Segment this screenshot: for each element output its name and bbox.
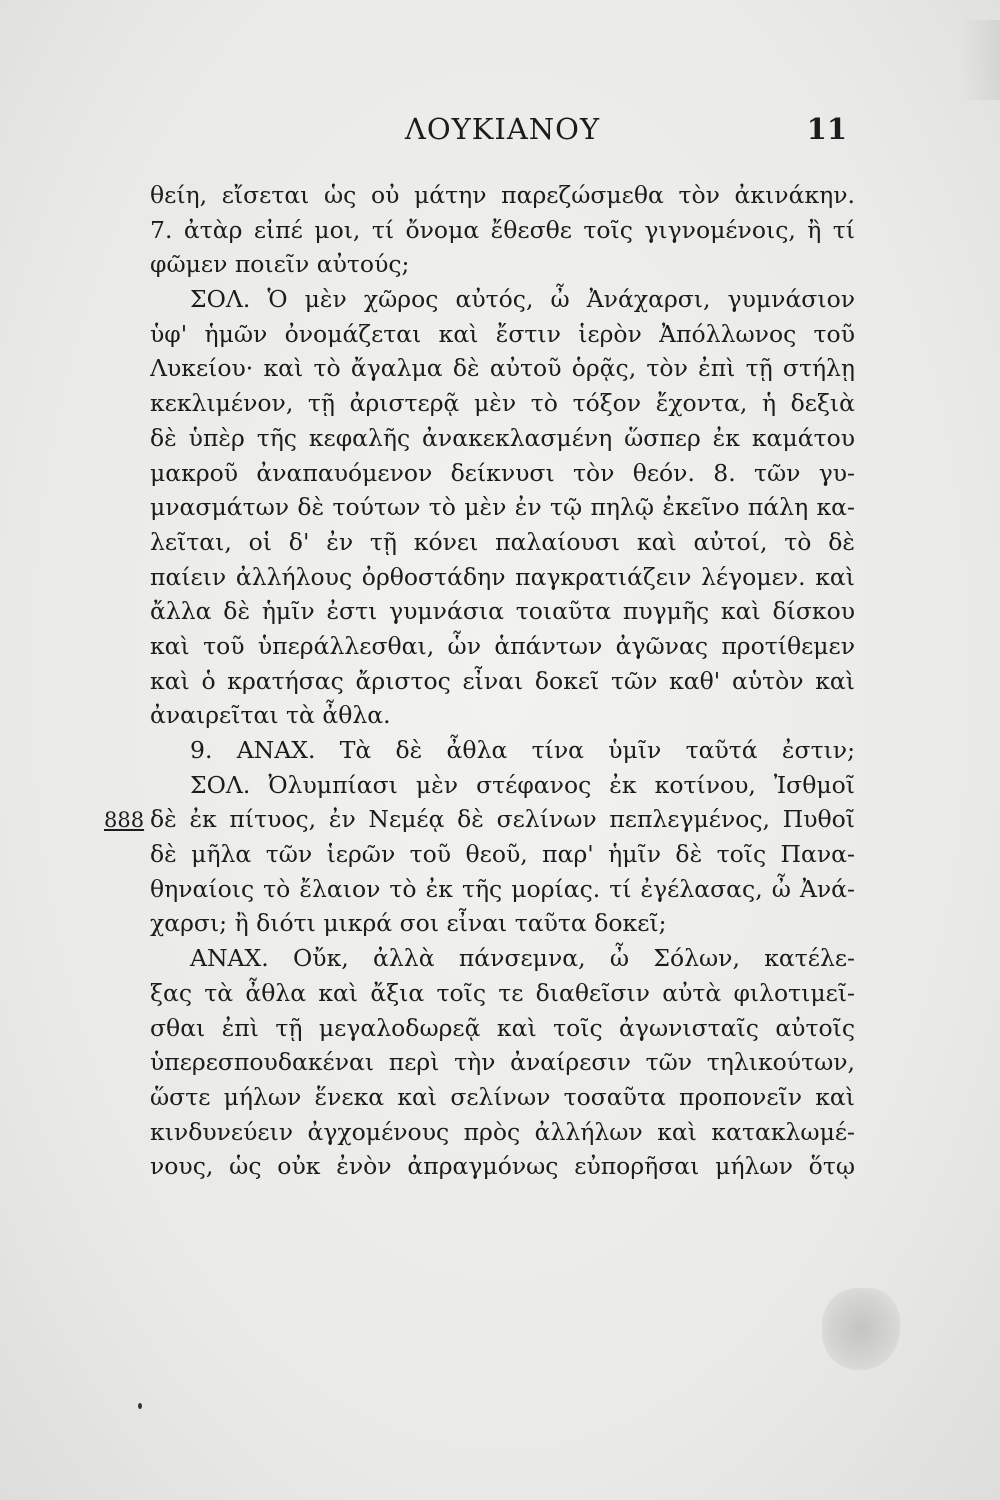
text-line: καὶ ὁ κρατήσας ἄριστος εἶναι δοκεῖ τῶν καθ' αὑτὸν καὶ <box>150 666 855 695</box>
text-line: καὶ τοῦ ὑπεράλλεσθαι, ὧν ἁπάντων ἀγῶνας προτίθεμεν <box>150 631 855 660</box>
text-line: ὥστε μήλων ἕνεκα καὶ σελίνων τοσαῦτα προπονεῖν καὶ <box>150 1082 855 1111</box>
text-line: χαρσι; ἢ διότι μικρά σοι εἶναι ταῦτα δοκεῖ; <box>150 909 667 938</box>
text-line: θηναίοις τὸ ἔλαιον τὸ ἐκ τῆς μορίας. τί ἐγέλασας, ὦ Ἀνά- <box>150 874 855 903</box>
text-line: μακροῦ ἀναπαυόμενον δείκνυσι τὸν θεόν. 8. τῶν γυ- <box>150 458 855 487</box>
text-line: δὲ μῆλα τῶν ἱερῶν τοῦ θεοῦ, παρ' ἡμῖν δὲ τοῖς Πανα- <box>150 840 855 869</box>
text-line: ΑΝΑΧ. Οὔκ, ἀλλὰ πάνσεμνα, ὦ Σόλων, κατέλε- <box>190 944 855 973</box>
text-line: ὑφ' ἡμῶν ὀνομάζεται καὶ ἔστιν ἱερὸν Ἀπόλλωνος τοῦ <box>150 319 855 348</box>
text-line: μνασμάτων δὲ τούτων τὸ μὲν ἐν τῷ πηλῷ ἐκεῖνο πάλη κα- <box>150 493 855 522</box>
paper-smudge <box>822 1288 900 1370</box>
text-line: λεῖται, οἱ δ' ἐν τῇ κόνει παλαίουσι καὶ αὐτοί, τὸ δὲ <box>150 527 855 556</box>
body-text <box>150 178 855 1184</box>
text-line: νους, ὡς οὐκ ἐνὸν ἀπραγμόνως εὐπορῆσαι μήλων ὅτῳ <box>150 1152 855 1181</box>
text-line: 9. ΑΝΑΧ. Τὰ δὲ ἆθλα τίνα ὑμῖν ταῦτά ἐστιν; <box>190 736 855 764</box>
text-line: ἀναιρεῖται τὰ ἆθλα. <box>150 701 391 730</box>
page-number: 11 <box>806 112 847 146</box>
text-line: φῶμεν ποιεῖν αὐτούς; <box>150 250 410 279</box>
text-line: θείη, εἴσεται ὡς οὐ μάτην παρεζώσμεθα τὸν ἀκινάκην. <box>150 181 855 209</box>
text-line: παίειν ἀλλήλους ὀρθοστάδην παγκρατιάζειν λέγομεν. καὶ <box>150 562 855 591</box>
text-line: σθαι ἐπὶ τῇ μεγαλοδωρεᾷ καὶ τοῖς ἀγωνισταῖς αὐτοῖς <box>150 1013 855 1042</box>
text-line: δὲ ὑπὲρ τῆς κεφαλῆς ἀνακεκλασμένη ὥσπερ ἐκ καμάτου <box>150 423 855 452</box>
text-line: 7. ἀτὰρ εἰπέ μοι, τί ὄνομα ἔθεσθε τοῖς γιγνομένοις, ἢ τί <box>150 215 855 244</box>
text-line: ξας τὰ ἆθλα καὶ ἄξια τοῖς τε διαθεῖσιν αὐτὰ φιλοτιμεῖ- <box>150 978 855 1007</box>
ink-speck <box>138 1403 142 1409</box>
text-line: δὲ ἐκ πίτυος, ἐν Νεμέᾳ δὲ σελίνων πεπλεγμένος, Πυθοῖ <box>150 805 855 834</box>
page-header <box>150 112 855 152</box>
text-line: ἄλλα δὲ ἡμῖν ἐστι γυμνάσια τοιαῦτα πυγμῆς καὶ δίσκου <box>150 597 855 626</box>
running-title: ΛΟΥΚΙΑΝΟΥ <box>404 112 601 146</box>
text-line: ὑπερεσπουδακέναι περὶ τὴν ἀναίρεσιν τῶν τηλικούτων, <box>150 1048 855 1077</box>
text-line: Λυκείου· καὶ τὸ ἄγαλμα δὲ αὐτοῦ ὁρᾷς, τὸν ἐπὶ τῇ στήλῃ <box>150 354 855 383</box>
text-line: ΣΟΛ. Ὁ μὲν χῶρος αὐτός, ὦ Ἀνάχαρσι, γυμνάσιον <box>190 285 855 314</box>
text-line: κεκλιμένον, τῇ ἀριστερᾷ μὲν τὸ τόξον ἔχοντα, ἡ δεξιὰ <box>150 389 855 418</box>
page-edge-shadow <box>960 20 1000 100</box>
text-line: ΣΟΛ. Ὀλυμπίασι μὲν στέφανος ἐκ κοτίνου, Ἰσθμοῖ <box>190 770 855 799</box>
text-line: κινδυνεύειν ἀγχομένους πρὸς ἀλλήλων καὶ κατακλωμέ- <box>150 1117 855 1146</box>
margin-line-number: 888 <box>104 808 145 832</box>
